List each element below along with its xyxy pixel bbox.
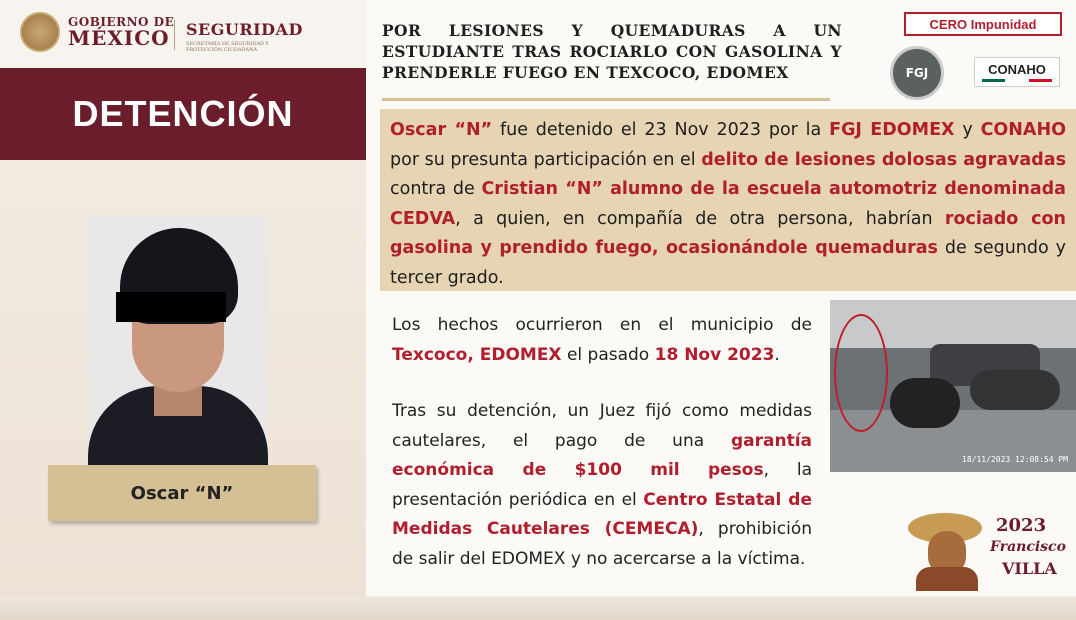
measures-paragraph: Tras su detención, un Juez fijó como medidas cautelares, el pago de una garantía económica de $100 mil pesos, la presentación periódica en el Centro Estatal de Medidas Cautelares (CEMECA), prohibición de salir del EDOMEX y no acercarse a la víctima.: [392, 401, 813, 569]
fgj-logo: [890, 46, 944, 100]
gobierno-logo: [20, 12, 174, 52]
gob-line2: MÉXICO: [68, 26, 170, 50]
detainee-name-plate: [48, 465, 316, 521]
motorcycle-icon: [890, 378, 960, 428]
headline-underline: [382, 98, 830, 101]
headline: POR LESIONES Y QUEMADURAS A UN ESTUDIANTE TRAS ROCIARLO CON GASOLINA Y PRENDERLE FUEGO EN TEXCOCO, EDOMEX: [382, 21, 842, 82]
flag-stripe-icon: [982, 79, 1052, 82]
motorcycle-icon: [970, 370, 1060, 410]
conaho-label: CONAHO: [988, 62, 1046, 77]
seguridad-logo: [186, 20, 303, 53]
conaho-logo: [974, 57, 1060, 87]
fgj-label: FGJ: [905, 66, 929, 80]
logo-divider: [174, 20, 175, 50]
villa-year: 2023: [996, 515, 1047, 536]
summary-box: Oscar “N” fue detenido el 23 Nov 2023 por la FGJ EDOMEX y CONAHO por su presunta participación en el delito de lesiones dolosas agravadas contra de Cristian “N” alumno de la escuela automotriz denominada CEDVA, a quien, en compañía de otra persona, habrían rociado con gasolina y prendido fuego, ocasionándole quemaduras de segundo y tercer grado.: [380, 109, 1076, 291]
seg-line1: SEGURIDAD: [186, 20, 303, 39]
censor-bar: [116, 292, 226, 322]
villa-name1: Francisco: [990, 539, 1066, 555]
facts-paragraph: Los hechos ocurrieron en el municipio de Texcoco, EDOMEX el pasado 18 Nov 2023.: [392, 315, 812, 365]
cctv-image: [830, 300, 1076, 472]
detainee-name: Oscar “N”: [130, 482, 234, 504]
cero-impunidad-badge: CERO Impunidad: [904, 12, 1062, 36]
seg-line2: SECRETARÍA DE SEGURIDAD Y PROTECCIÓN CIUDADANA: [186, 41, 269, 53]
header-logos: [0, 0, 366, 68]
bottom-strip: [0, 596, 1076, 620]
highlight-circle: [834, 314, 888, 432]
cctv-timestamp: 18/11/2023 12:08:54 PM: [962, 455, 1068, 464]
gob-line1: GOBIERNO DE: [68, 15, 175, 29]
francisco-villa-logo: [906, 505, 1066, 597]
left-column: [0, 0, 366, 620]
banner-title: DETENCIÓN: [72, 93, 294, 134]
detainee-photo: [88, 216, 268, 466]
detencion-banner: [0, 68, 366, 160]
eagle-seal-icon: [20, 12, 60, 52]
villa-name2: VILLA: [1002, 559, 1057, 578]
